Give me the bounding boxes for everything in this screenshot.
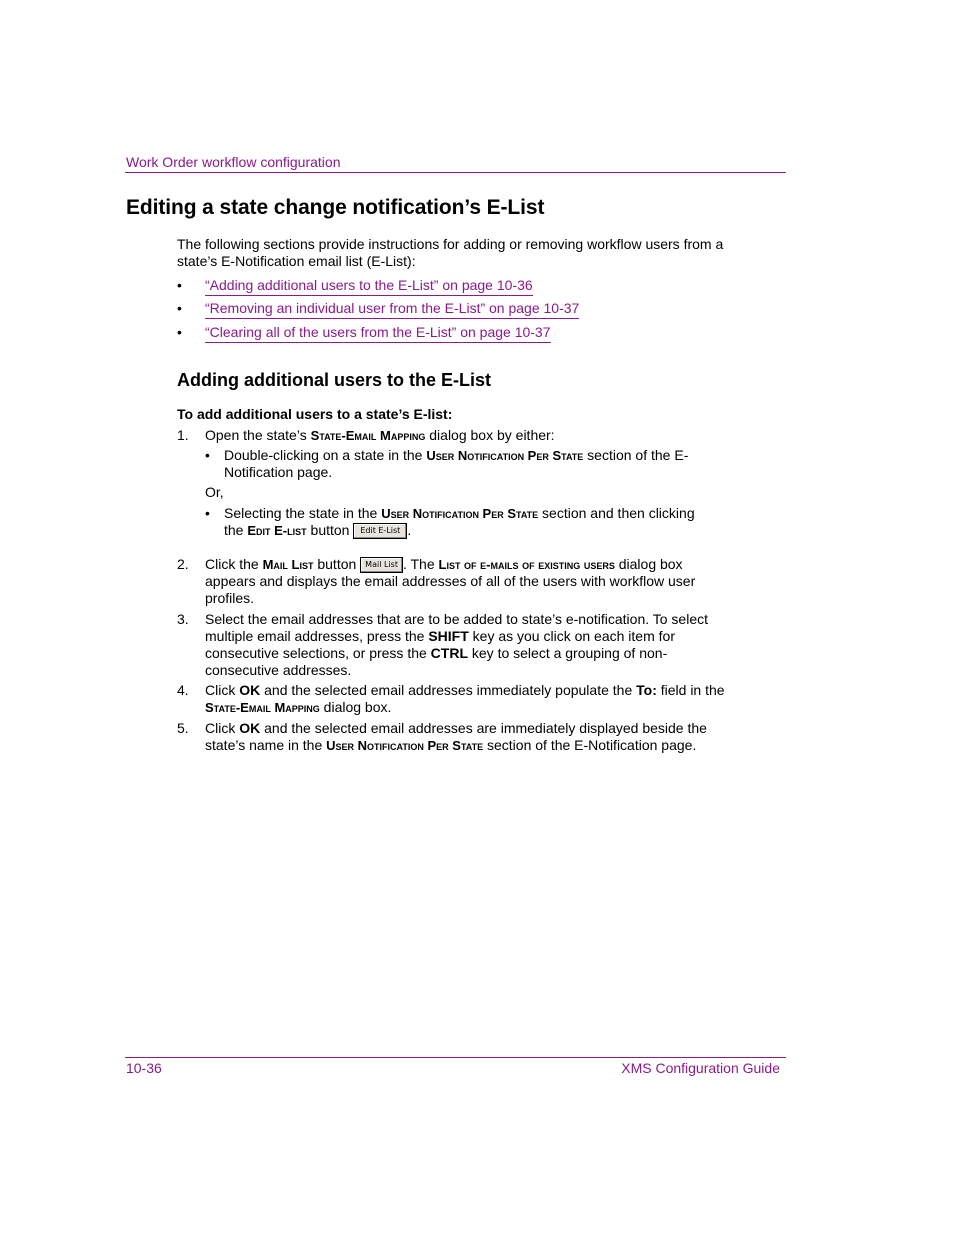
step-text: Click OK and the selected email addresses are immediately displayed beside the state’s name in the User Notification Per State section of the E-Notification page. bbox=[205, 720, 707, 753]
step-text: Open the state’s State-Email Mapping dialog box by either: bbox=[205, 427, 555, 443]
step-text: Click OK and the selected email addresses immediately populate the To: field in the State-Email Mapping dialog box. bbox=[205, 682, 725, 715]
option-text: Double-clicking on a state in the User Notification Per State section of the E-Notification page. bbox=[224, 447, 689, 480]
page-title: Editing a state change notification’s E-List bbox=[126, 196, 545, 219]
intro-paragraph: The following sections provide instructions for adding or removing workflow users from a state’s E-Notification email list (E-List): bbox=[177, 236, 724, 269]
header-rule bbox=[125, 172, 786, 173]
link-clearing-users[interactable]: “Clearing all of the users from the E-List” on page 10-37 bbox=[205, 324, 551, 343]
footer-rule bbox=[125, 1057, 786, 1058]
or-label: Or, bbox=[205, 484, 224, 500]
guide-title: XMS Configuration Guide bbox=[621, 1060, 780, 1076]
section-heading: Adding additional users to the E-List bbox=[177, 370, 492, 390]
bullet: • bbox=[177, 300, 182, 316]
page-number: 10-36 bbox=[126, 1060, 162, 1076]
link-adding-users[interactable]: “Adding additional users to the E-List” on page 10-36 bbox=[205, 277, 533, 296]
step-number: 3. bbox=[177, 611, 189, 627]
option-text: Selecting the state in the User Notification Per State section and then clicking the Edit E-list button Edit E-List . bbox=[224, 505, 695, 538]
bullet: • bbox=[205, 447, 210, 463]
edit-elist-button-image: Edit E-List bbox=[353, 523, 407, 539]
step-text: Click the Mail List button Mail List . The List of e-mails of existing users dialog box appears and displays the email addresses of all of the users with workflow user profiles. bbox=[205, 556, 696, 607]
link-removing-user[interactable]: “Removing an individual user from the E-List” on page 10-37 bbox=[205, 300, 579, 319]
running-header: Work Order workflow configuration bbox=[126, 154, 341, 170]
step-number: 2. bbox=[177, 556, 189, 572]
bullet: • bbox=[177, 324, 182, 340]
step-number: 5. bbox=[177, 720, 189, 736]
mail-list-button-image: Mail List bbox=[360, 557, 403, 573]
step-number: 4. bbox=[177, 682, 189, 698]
step-number: 1. bbox=[177, 427, 189, 443]
bullet: • bbox=[205, 505, 210, 521]
step-text: Select the email addresses that are to be added to state’s e-notification. To select multiple email addresses, press the SHIFT key as you click on each item for consecutive selections, or press the CTRL key to select a grouping of non-consecutive addresses. bbox=[205, 611, 709, 678]
procedure-heading: To add additional users to a state’s E-list: bbox=[177, 406, 453, 422]
bullet: • bbox=[177, 277, 182, 293]
